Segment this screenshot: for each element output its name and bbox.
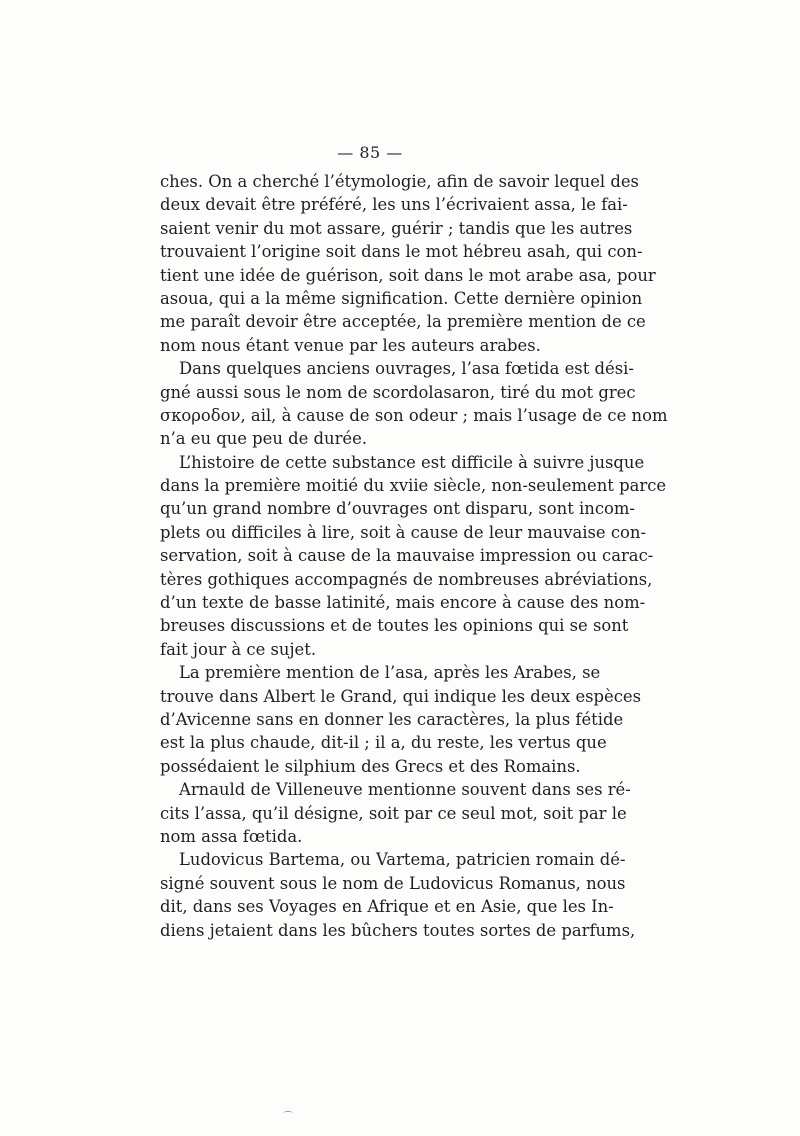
text-line: qu’un grand nombre d’ouvrages ont disparu, sont incom- — [160, 499, 635, 519]
paragraph — [160, 661, 642, 778]
paragraph — [160, 357, 668, 451]
text-line: nom nous étant venue par les auteurs arabes. — [160, 335, 541, 355]
paragraph — [160, 778, 631, 848]
text-line: fait jour à ce sujet. — [160, 639, 317, 659]
text-line: ches. On a cherché l’étymologie, afin de savoir lequel des — [160, 172, 639, 191]
printer-mark: ⌒ — [283, 1112, 293, 1123]
text-line: diens jetaient dans les bûchers toutes sortes de parfums, — [160, 920, 636, 940]
text-line: servation, soit à cause de la mauvaise impression ou carac- — [160, 546, 654, 566]
body-text — [160, 170, 668, 942]
text-line: n’a eu que peu de durée. — [160, 429, 368, 449]
paragraph — [160, 451, 667, 662]
text-line: Ludovicus Bartema, ou Vartema, patricien romain dé- — [179, 850, 626, 870]
text-line: Arnauld de Villeneuve mentionne souvent dans ses ré- — [179, 780, 631, 800]
text-line: d’Avicenne sans en donner les caractères, la plus fétide — [160, 709, 624, 729]
text-line: Dans quelques anciens ouvrages, l’asa fœtida est dési- — [179, 359, 634, 379]
text-line: deux devait être préféré, les uns l’écrivaient assa, le fai- — [160, 195, 628, 215]
text-line: trouve dans Albert le Grand, qui indique les deux espèces — [160, 686, 642, 706]
text-line: L’histoire de cette substance est difficile à suivre jusque — [179, 452, 645, 472]
paragraph — [160, 170, 656, 357]
text-line: La première mention de l’asa, après les Arabes, se — [179, 663, 601, 683]
text-line: saient venir du mot assare, guérir ; tandis que les autres — [160, 218, 633, 238]
text-line: signé souvent sous le nom de Ludovicus Romanus, nous — [160, 873, 626, 893]
text-line: me paraît devoir être acceptée, la première mention de ce — [160, 312, 646, 332]
text-line: cits l’assa, qu’il désigne, soit par ce seul mot, soit par le — [160, 803, 627, 823]
text-line: tient une idée de guérison, soit dans le mot arabe asa, pour — [160, 265, 656, 285]
text-line: trouvaient l’origine soit dans le mot hébreu asah, qui con- — [160, 242, 643, 262]
text-line: σκοροδον, ail, à cause de son odeur ; mais l’usage de ce nom — [160, 405, 668, 425]
text-line: gné aussi sous le nom de scordolasaron, tiré du mot grec — [160, 382, 636, 402]
text-line: tères gothiques accompagnés de nombreuses abréviations, — [160, 569, 653, 589]
text-line: dit, dans ses Voyages en Afrique et en Asie, que les In- — [160, 897, 614, 917]
paragraph — [160, 848, 636, 942]
text-line: plets ou difficiles à lire, soit à cause de leur mauvaise con- — [160, 522, 646, 542]
text-line: breuses discussions et de toutes les opinions qui se sont — [160, 616, 629, 636]
text-line: est la plus chaude, dit-il ; il a, du reste, les vertus que — [160, 733, 607, 753]
text-line: d’un texte de basse latinité, mais encore à cause des nom- — [160, 593, 646, 613]
text-line: nom assa fœtida. — [160, 826, 303, 846]
text-line: dans la première moitié du xviie siècle, non-seulement parce — [160, 476, 667, 496]
page-number: — 85 — — [337, 143, 403, 162]
text-line: possédaient le silphium des Grecs et des Romains. — [160, 756, 581, 776]
text-line: asoua, qui a la même signification. Cette dernière opinion — [160, 288, 643, 308]
